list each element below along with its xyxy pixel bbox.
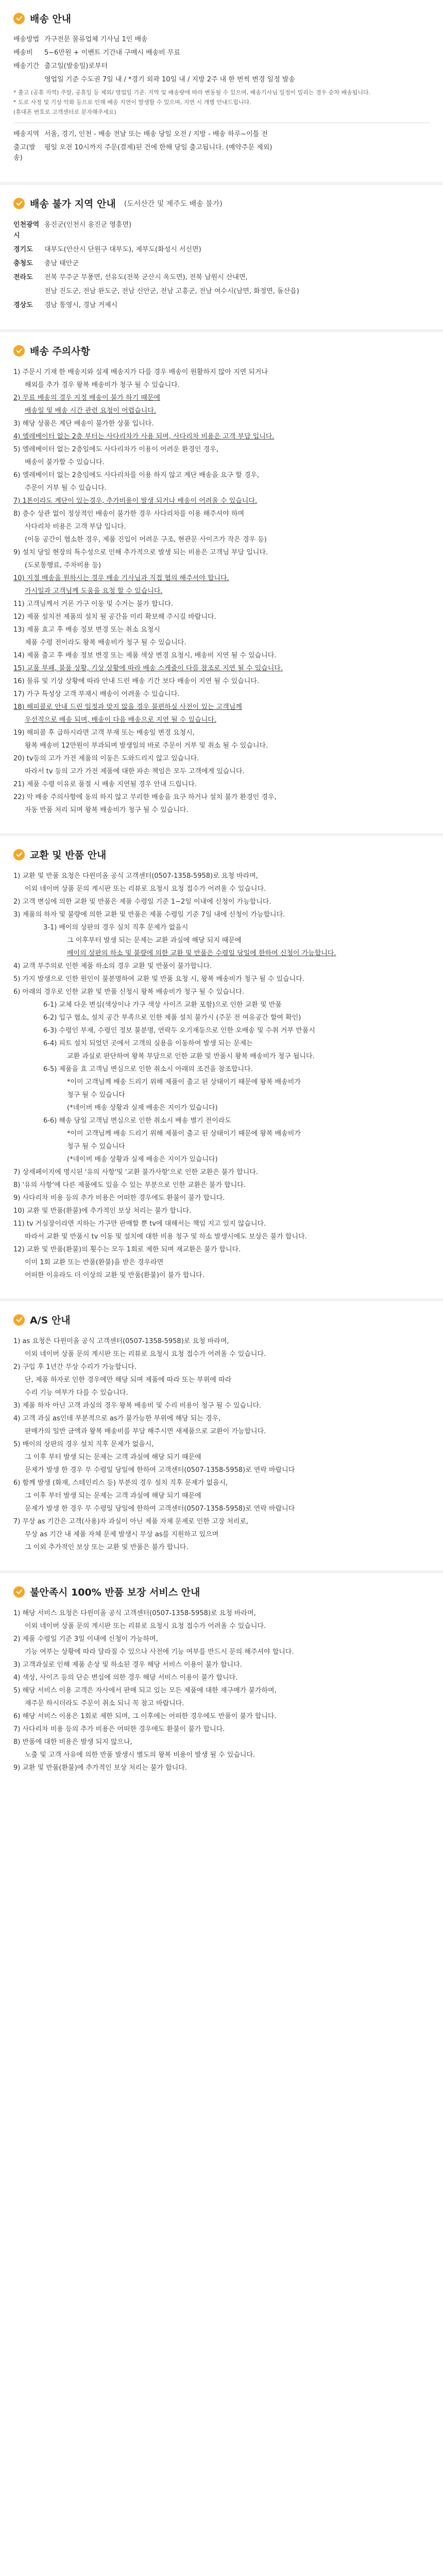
region-row <box>13 219 430 241</box>
list-item: 1) 주문시 기재 한 배송지와 실제 배송지가 다를 경우 배송이 원활하지 않아 지연 되거나 <box>13 368 268 376</box>
region-row <box>13 244 430 255</box>
caution-title: 배송 주의사항 <box>30 346 90 357</box>
region-row <box>13 272 430 283</box>
list-item: 3) 제품의 하자 및 불량에 의한 교환 및 반품은 제품 수령일 기준 7일 내에 신청이 가능합니다. <box>13 911 285 919</box>
delivery-header <box>13 11 430 25</box>
list-item: *이미 고객님께 배송 드리기 위해 제품이 출고 된 상태이기 때문에 왕복 배송비가 <box>67 1078 301 1086</box>
list-item: 기능 여부는 상황에 따라 달라질 수 있으나 사전에 기능 여부를 반드시 문의 해주셔야 합니다. <box>25 1648 294 1656</box>
unavailable-section <box>0 182 443 329</box>
unavailable-subtitle: (도서산간 및 제주도 배송 불가) <box>124 199 223 208</box>
list-item: 이미 1회 교환 또는 반품(환불)을 받은 경우라면 <box>25 1259 164 1266</box>
fee-label: 배송비 <box>13 49 33 57</box>
list-item: 6-6) 해송 당일 고객님 변심으로 인한 취소시 배송 별기 전이라도 <box>43 1117 231 1125</box>
list-item: 무상 as 기간 내 제품 자체 문제 발생시 무상 as를 지원하고 있으며 <box>25 1531 219 1538</box>
list-item: 해외를 추가 경우 왕복 배송비가 청구 될 수 있습니다. <box>25 381 180 389</box>
guarantee-section <box>0 1570 443 1791</box>
list-item: 4) 색상, 사이즈 등의 단순 변심에 의한 경우 해당 서비스 이용이 불가 합니다. <box>13 1674 238 1682</box>
list-item: 5) 배이의 상판의 경우 설치 직후 문제가 없을시, <box>13 1440 154 1448</box>
list-item: 3) 제품 하자 아닌 고객 과실의 경우 왕복 배송비 및 수리 비용이 청구 될 수 있습니다. <box>13 1402 262 1410</box>
region-areas: 전남 진도군, 전남 완도군, 전남 신안군, 전남 고흥군, 전남 여수시(남면, 화정면, 돌산읍) <box>44 287 299 295</box>
period-row <box>13 61 430 72</box>
list-item: 7) 사다리차 비용 등의 추가 비용은 어떠한 경우에도 환불이 불가 합니다. <box>13 1725 225 1733</box>
list-item: 9) 사다리차 비용 등의 추가 비용은 어떠한 경우에도 환불이 불가 합니다. <box>13 1194 225 1202</box>
guarantee-title: 불안족시 100% 반품 보장 서비스 안내 <box>30 1587 200 1598</box>
list-item: 6-4) 피트 설치 되었던 곳에서 고객의 실용을 이동하여 발생 되는 문제는 <box>43 1040 253 1047</box>
check-circle-icon <box>13 13 25 24</box>
list-item: 2) 무료 배송의 경우 지정 배송이 불가 하기 때문에 <box>13 394 161 402</box>
list-item: 가시일과 고객님께 도움을 요청 할 수 있습니다. <box>25 587 163 595</box>
list-item: 18) 해피콜로 안내 드린 일정과 맞지 않을 경우 불편하실 사전이 있는 고객님께 <box>13 703 242 711</box>
list-item: 그 이외 추가적인 보상 또는 교환 및 반품은 불가 합니다. <box>25 1544 189 1551</box>
list-item: 4) 고객 과실 as인데 부분적으로 as가 불가능한 부위에 해당 되는 경우, <box>13 1415 221 1422</box>
list-item: 8) '유의 사항'에 다른 제품에도 있을 수 있는 부분으로 인한 교환은 불가 합니다. <box>13 1181 246 1189</box>
list-item: 5) 엘레베이터 없는 2층일에도 사다리차가 이용이 어려운 환경인 경우, <box>13 446 218 453</box>
list-item: 3) 해당 상품은 계단 배송이 불가한 상품 입니다. <box>13 420 154 428</box>
list-item: 주문이 거부 될 수 있습니다. <box>25 484 107 492</box>
region-areas: 대부도(안산시 단원구 대부도), 제부도(화성시 서신면) <box>44 246 201 253</box>
list-item: 9) 교환 및 반품(환불)에 추가적인 보상 처리는 불가 합니다. <box>13 1764 187 1772</box>
list-item: 문제가 발생 한 경우 무 수령일 당일에 한하여 고객센터(0507-1358-5958)로 연락 바랍니다 <box>25 1466 295 1474</box>
list-item: 재주문 하시더라도 주문이 취소 되니 꼭 참고 바랍니다. <box>25 1700 184 1707</box>
list-item: 2) 구입 후 1년간 무상 수리가 가능합니다. <box>13 1363 137 1371</box>
list-item: 22) 악 배송 주의사항에 동의 하지 않고 무리한 배송을 요구 하거나 설치 불가 환경인 경우, <box>13 793 277 801</box>
method-value: 가구전문 물류업체 기사님 1인 배송 <box>44 36 148 43</box>
as-section <box>0 1298 443 1570</box>
list-item: 6) 아래의 경우로 인한 교환 및 반품 신청시 왕복 배송비가 청구 될 수 있습니다. <box>13 988 244 996</box>
list-item: 13) 제품 효고 후 배송 정보 변경 또는 취소 요청시 <box>13 626 160 634</box>
list-item: 4) 교객 부주의로 인한 제품 하소의 경우 교환 및 반품이 불가합니다. <box>13 962 212 970</box>
list-item: 그 이후 부터 발생 되는 문제는 고객 과실에 해당 되기 때문에 <box>25 1492 201 1500</box>
check-circle-icon <box>13 1314 25 1326</box>
as-header <box>13 1313 430 1327</box>
list-item: 8) 반품에 대한 비용은 발생 되지 않으나, <box>13 1738 132 1746</box>
list-item: 6-5) 제품을 효 고객님 변심으로 인한 취소시 아래의 조건을 참조합니다. <box>43 1065 253 1073</box>
list-item: 6-2) 입구 협소, 설치 공간 부족으로 인한 제품 설치 불가시 (주문 전 여유공간 할여 확인) <box>43 1014 301 1022</box>
list-item: 청구 될 수 있습니다 <box>67 1143 125 1150</box>
list-item: 20) tv등의 고가 가전 제품의 이동은 도와드리지 않고 있습니다. <box>13 755 199 762</box>
region-name: 전라도 <box>13 274 33 281</box>
exchange-section <box>0 833 443 1298</box>
list-item: 사다리차 비용은 고객 부담 입니다. <box>25 523 126 531</box>
list-item: (도로통행료, 주차비용 등) <box>25 562 101 569</box>
list-item: 자동 반품 처리 되며 왕복 배송비가 청구 될 수 있습니다. <box>25 806 189 814</box>
list-item: (이동 공간이 협소한 경우, 제품 진입이 어려운 구조, 현관문 사이즈가 작은 경우 등) <box>25 536 267 544</box>
list-item: 4) 엘레베이터 없는 2층 부터는 사다리차가 사용 되며, 사다리차 비용은 고객 부담 입니다. <box>13 433 275 440</box>
period-detail-row <box>13 75 430 85</box>
period-detail: 영업일 기준 수도권 7일 내 / *경기 외곽 10일 내 / 지방 2주 내 한 번씩 변경 일정 발송 <box>44 76 295 83</box>
list-item: 배이의 상판의 하소 및 불량에 의한 교환 및 반품은 수령일 당일에 한하여 신청이 가능합니다. <box>67 950 336 957</box>
list-item: 6) 함께 발생 (화재, 스테인리스 등) 부분의 경우 설치 직후 문제가 없을시, <box>13 1479 228 1487</box>
region-row <box>13 300 430 311</box>
list-item: 그 이후 부터 발생 되는 문제는 고객 과실에 해당 되기 때문에 <box>25 1453 201 1461</box>
list-item: 이외 네이버 상품 문의 게시판 또는 리뷰로 요청시 요청 접수가 어려울 수 있습니다. <box>25 885 266 893</box>
region-areas: 충남 태안군 <box>44 260 79 267</box>
list-item: 제품 수령 전이라도 왕복 배송비가 청구 될 수 있습니다. <box>25 639 186 647</box>
list-item: 판매가의 일반 금액과 왕복 배송비를 부담 해주시면 새제품으로 교환이 가능합니다. <box>25 1428 266 1435</box>
list-item: 어떠한 이유라도 더 이상의 교환 및 반품(환불)이 불가 합니다. <box>25 1272 205 1279</box>
list-item: 따라서 교환 및 반품시 tv 이동 및 설치에 대한 비용 청구 및 하소 발생시에도 보상은 불가 합니다. <box>25 1233 307 1241</box>
check-circle-icon <box>13 345 25 357</box>
exchange-title: 교환 및 반품 안내 <box>30 850 107 861</box>
list-item: 14) 제품 출고 후 배송 정보 변경 또는 제품 색상 변경 요청시, 배송비 지연 될 수 있습니다. <box>13 652 277 659</box>
list-item: 따라서 tv 등의 고가 가전 제품에 대한 파손 책임은 모두 고객에게 있습니다. <box>25 768 245 775</box>
list-item: 7) 상세페이지에 명시된 '유의 사항'및 '교환 불가사항'으로 인한 교환은 불가 합니다. <box>13 1168 258 1176</box>
area-label: 배송지역 <box>13 130 40 138</box>
list-item: 수리 기능 여부가 다를 수 있습니다. <box>25 1389 128 1397</box>
method-label: 배송방법 <box>13 36 40 43</box>
check-circle-icon <box>13 198 25 209</box>
list-item: 10) 교환 및 반품(환불)에 추가적인 보상 처리는 불가 합니다. <box>13 1207 192 1215</box>
list-item: 노출 및 고객 사유에 의한 반품 발생시 별도의 왕복 비용이 발생 될 수 있습니다. <box>25 1751 255 1759</box>
check-circle-icon <box>13 849 25 860</box>
method-row <box>13 35 430 45</box>
as-list <box>13 1336 430 1553</box>
delivery-note-3: (휴대폰 번호로 고객센터로 문자해주세요) <box>13 109 116 115</box>
fee-row <box>13 48 430 58</box>
delivery-title: 배송 안내 <box>30 13 72 25</box>
list-item: 배송이 불가할 수 있습니다. <box>25 459 105 466</box>
unavailable-header <box>13 196 430 210</box>
list-item: 이외 네이버 상품 문의 게시판 또는 리뷰로 요청시 요청 접수가 어려울 수 있습니다. <box>25 1622 266 1630</box>
region-name: 경상도 <box>13 301 33 309</box>
list-item: 5) 가지 발생으로 인한 원인이 불분명하여 교환 및 반품 요청 시, 왕복 배송비가 청구 될 수 있습니다. <box>13 975 304 983</box>
guarantee-header <box>13 1585 430 1599</box>
list-item: 6-1) 교체 다운 변심(색상이나 가구 색상 사이즈 교환 포함)으로 인한 교환 및 반품 <box>43 1001 282 1009</box>
region-row <box>13 286 430 297</box>
list-item: 21) 제품 수령 이유로 품절 시 배송 지연될 경우 안내 드립니다. <box>13 781 197 788</box>
list-item: 청구 될 수 있습니다 <box>67 1091 125 1099</box>
unavailable-title: 배송 불가 지역 안내 <box>30 198 116 210</box>
list-item: 11) tv 거실장이라면 지하는 가구만 판매할 뿐 tv에 대해서는 책임 지고 있지 않습니다. <box>13 1220 266 1228</box>
release-value: 평일 오전 10시까지 주문(결제)된 건에 한해 당일 출고됩니다. (예약주문 제외) <box>44 144 272 151</box>
as-title: A/S 안내 <box>30 1315 71 1326</box>
list-item: 왕복 배송비 12만원이 부과되며 발생일의 바로 주문이 거부 및 취소 될 수 있습니다. <box>25 742 268 750</box>
list-item: 5) 해당 서비스 이용 고객은 자사에서 판매 되고 있는 모든 제품에 대한 재구매가 불가하며, <box>13 1687 277 1694</box>
list-item: 1) 교환 및 반품 요청은 다윈미올 공식 고객센터(0507-1358-5958)로 요청 바라며, <box>13 872 258 880</box>
fee-value: 5~6만원 + 이벤트 기간내 구매시 배송비 무료 <box>44 49 181 57</box>
list-item: 16) 물류 및 기상 상황에 따라 안내 드린 배송 기간 보다 배송이 지연 될 수 있습니다. <box>13 677 260 685</box>
period-label: 배송기간 <box>13 62 40 70</box>
list-item: 7) 무상 as 기간은 고객(사용)자 과실이 아닌 제품 자체 문제로 인한 고장 처리로, <box>13 1518 249 1526</box>
list-item: (*네이버 배송 상황과 실제 배송은 지이가 있습니다) <box>67 1104 218 1112</box>
list-item: 3) 고객과실로 인해 제품 손상 및 하소된 경우 해당 서비스 이용이 불가 합니다. <box>13 1661 242 1669</box>
exchange-list <box>13 871 430 1281</box>
check-circle-icon <box>13 1586 25 1598</box>
list-item: 10) 지정 배송을 원하시는 경우 배송 기사님과 직접 협의 해주셔야 합니다. <box>13 574 229 582</box>
region-areas: 경남 통영시, 경남 거제시 <box>44 301 118 309</box>
list-item: 우선적으로 배송 되며, 배송이 다음 배송으로 지연 될 수 있습니다. <box>25 716 216 724</box>
list-item: 12) 제품 설치전 제품의 설치 될 공간을 미리 확보해 주시길 바랍니다. <box>13 613 216 621</box>
area-row <box>13 129 430 140</box>
list-item: 12) 교환 및 반품(환불)의 횟수는 모두 1회로 제한 되며 재교환은 불가 합니다. <box>13 1246 241 1253</box>
delivery-section <box>0 0 443 182</box>
period-value: 출고일(발송일)로부터 <box>44 62 108 70</box>
list-item: 3-1) 배이의 상판의 경우 실치 직후 문제가 없을시 <box>43 924 189 931</box>
list-item: 이외 네이버 상품 문의 게시판 또는 리뷰로 요청시 요청 접수가 어려울 수 있습니다. <box>25 1350 266 1358</box>
caution-section <box>0 329 443 833</box>
list-item: 2) 제품 수령일 기준 3일 이내에 신청이 가능하며, <box>13 1635 158 1643</box>
list-item: 9) 설치 당일 현장의 특수성으로 인해 추가적으로 발생 되는 비용은 고객님 부담 입니다. <box>13 549 268 556</box>
list-item: 1) as 요청은 다윈미올 공식 고객센터(0507-1358-5958)로 요청 바라며, <box>13 1337 229 1345</box>
delivery-note-2: * 도로 사정 및 기상 악화 등으로 인해 배송 지연이 발생할 수 있으며, 지연 시 개별 안내드립니다. <box>13 99 251 106</box>
list-item: 문제가 발생 한 경우 무 수령일 당일에 한하여 고객센터(0507-1358-5958)로 연락 바랍니다 <box>25 1505 295 1513</box>
region-name <box>13 286 44 297</box>
guarantee-list <box>13 1608 430 1773</box>
list-item: 교환 과실로 판단하여 왕복 부담으로 인한 교환 및 반품시 왕복 배송비가 청구 됩니다. <box>67 1053 315 1060</box>
list-item: 8) 층수 상관 없이 정상적인 배송이 불가한 경우 사다리차를 이용 해주셔야 하며 <box>13 510 245 518</box>
list-item: *이미 고객님께 배송 드리기 위해 제품이 출고 된 상태이기 때문에 왕복 배송비가 <box>67 1130 301 1138</box>
area-value: 서울, 경기, 인천 - 배송 전날 또는 배송 당일 오전 / 지방 - 배송 하루~이틀 전 <box>44 130 268 138</box>
region-name: 충청도 <box>13 260 33 267</box>
caution-header <box>13 344 430 358</box>
list-item: 6-3) 수령인 부재, 수령인 정보 불분명, 연락두 오기재등으로 인한 오배송 및 수취 거부 반품시 <box>43 1027 315 1035</box>
list-item: 6) 해당 서비스 이용은 1회로 제한 되며, 그 이후에는 어떠한 경우에도 반품이 불가 합니다. <box>13 1713 277 1720</box>
region-name: 인천광역시 <box>13 221 40 240</box>
delivery-note-1: * 출고 (공휴 지역) 주말, 공휴일 등 제외/ 영업일 기준. 지역 및 배송량에 따라 변동될 수 있으며, 배송기사님 일정이 밀리는 경우 순차 배송됩니다. <box>13 89 371 96</box>
region-name: 경기도 <box>13 246 33 253</box>
list-item: 단, 제품 하자로 인한 경우에만 해당 되며 제품에 따라 또는 부위에 따라 <box>25 1376 232 1384</box>
release-row <box>13 143 430 163</box>
list-item: 2) 고객 변심에 의한 교환 및 반품은 제품 수령일 기준 1~2일 이내에 신청이 가능합니다. <box>13 898 271 906</box>
list-item: 11) 고객님께서 거론 가구 이동 및 수거는 불가 합니다. <box>13 600 173 608</box>
exchange-header <box>13 848 430 861</box>
list-item: 1) 해당 서비스 요청은 다윈미올 공식 고객센터(0507-1358-5958)로 요청 바라며, <box>13 1609 256 1617</box>
region-areas: 옹진군(인천시 옹진군 영흥면) <box>44 221 132 229</box>
list-item: 7) 1톤이라도 계단이 있는경우, 추가비용이 발생 되거나 배송이 어려울 수 있습니다. <box>13 497 258 505</box>
list-item: 그 이후부터 발생 되는 문제는 교환 과실에 해당 되지 때문에 <box>67 937 242 944</box>
region-row <box>13 258 430 269</box>
list-item: 17) 가구 특성상 고객 부재시 배송이 어려울 수 있습니다. <box>13 690 180 698</box>
list-item: 배송일 및 배송 시간 관련 요청이 어렵습니다. <box>25 407 156 415</box>
region-list <box>13 219 430 311</box>
release-label: 출고(발송) <box>13 144 36 162</box>
list-item: 15) 교품 부패, 불품 상황, 기상 상황에 따라 배송 스케줄이 다를 참조로 지연 될 수 있습니다. <box>13 665 283 672</box>
list-item: (*네이버 배송 상황과 실제 배송은 지이가 있습니다) <box>67 1156 218 1163</box>
caution-list <box>13 367 430 816</box>
list-item: 19) 해피콜 후 급하시라면 고객 부재 또는 배송일 변경 요청시, <box>13 729 195 737</box>
list-item: 6) 엘레베이터 없는 2층임에도 사다리차를 이용 하지 않고 계단 배송을 요구 할 경우, <box>13 471 260 479</box>
region-areas: 전북 무주군 무풍면, 선유도(전북 군산시 옥도면), 전북 남원시 산내면, <box>44 274 248 281</box>
